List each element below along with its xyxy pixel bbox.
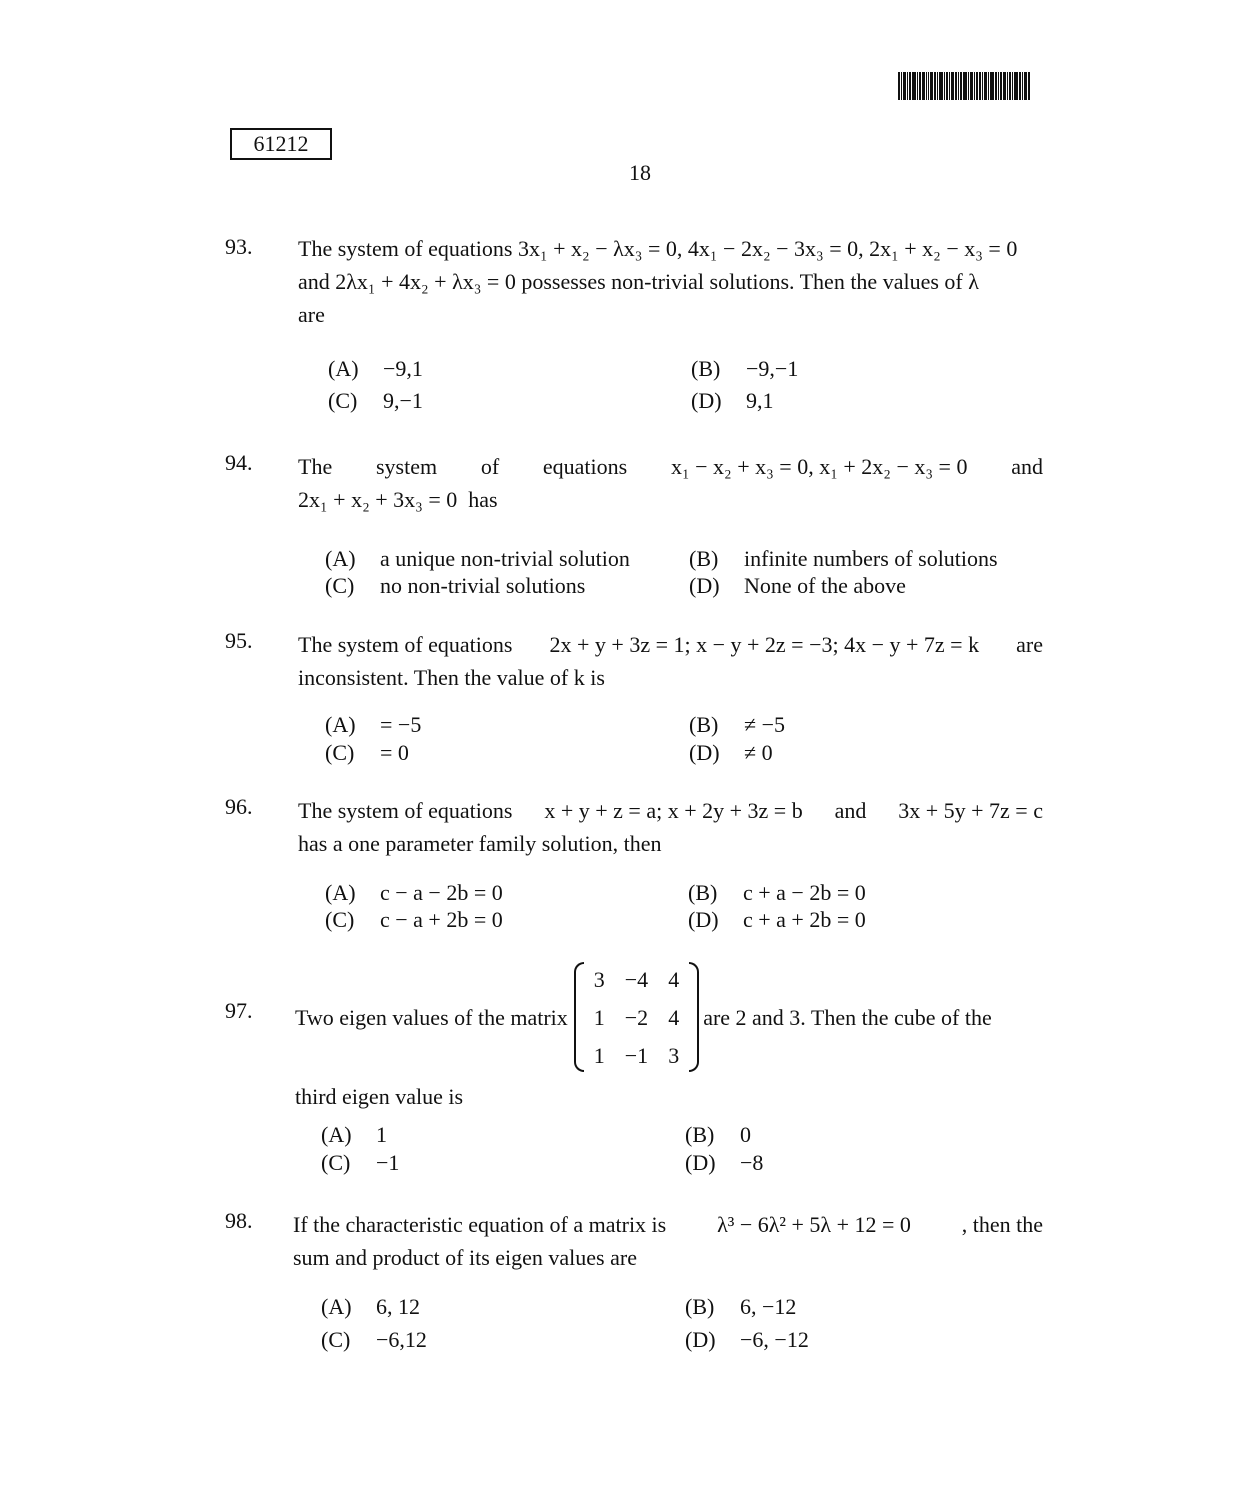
question-number: 94. (225, 450, 253, 475)
option-b (688, 880, 866, 906)
option-label: (D) (691, 388, 722, 413)
text-segment: sum and product of its eigen values are (293, 1245, 637, 1270)
option-c (328, 388, 423, 414)
option-label: (B) (688, 880, 718, 905)
option-label: (A) (328, 356, 359, 381)
text-segment: and (834, 798, 867, 823)
question-text (298, 232, 1043, 331)
question-text (298, 794, 1043, 860)
text-segment: The (298, 454, 333, 479)
option-label: (B) (689, 546, 719, 571)
question-text (298, 628, 1043, 694)
matrix-cell: 3 (593, 966, 605, 992)
question-number: 98. (225, 1208, 253, 1233)
option-b (685, 1294, 796, 1320)
option-d (689, 573, 906, 599)
equation: x₁ − x₂ + x₃ = 0, x₁ + 2x₂ − x₃ = 0 (670, 454, 968, 479)
matrix-cell: 1 (593, 1004, 605, 1030)
option-d (685, 1327, 809, 1353)
option-text: −8 (740, 1150, 764, 1175)
matrix-cell: −2 (624, 1004, 649, 1030)
option-c (325, 573, 585, 599)
question-text (293, 1208, 1043, 1274)
option-text: c + a − 2b = 0 (743, 880, 866, 905)
option-text: 6, 12 (376, 1294, 420, 1319)
matrix-cell: −4 (624, 966, 649, 992)
option-text: −9,−1 (746, 356, 799, 381)
equation: 2x₁ + x₂ + 3x₃ = 0 (298, 487, 458, 512)
option-text: infinite numbers of solutions (744, 546, 998, 571)
matrix-cell: 4 (668, 1004, 680, 1030)
option-label: (B) (685, 1122, 715, 1147)
text-segment: system (375, 454, 438, 479)
option-label: (A) (325, 880, 356, 905)
text-segment: possesses non-trivial solutions. Then the values of λ (521, 269, 979, 294)
text-segment: are 2 and 3. Then the cube of the (703, 1004, 992, 1030)
option-c (325, 740, 409, 766)
equation: 2λx₁ + 4x₂ + λx₃ = 0 (335, 269, 516, 294)
option-label: (A) (321, 1294, 352, 1319)
text-segment: equations (542, 454, 628, 479)
option-text: 9,−1 (383, 388, 423, 413)
option-text: no non-trivial solutions (380, 573, 586, 598)
option-b (689, 712, 785, 738)
option-text: c − a − 2b = 0 (380, 880, 503, 905)
equation: 3x + 5y + 7z = c (898, 798, 1043, 823)
question-number: 95. (225, 628, 253, 653)
option-b (685, 1122, 751, 1148)
option-text: = 0 (380, 740, 409, 765)
option-label: (D) (688, 907, 719, 932)
option-a (328, 356, 423, 382)
text-segment: has (468, 487, 498, 512)
question-number: 96. (225, 794, 253, 819)
option-a (321, 1122, 387, 1148)
option-text: 6, −12 (740, 1294, 797, 1319)
option-d (689, 740, 773, 766)
option-text: c + a + 2b = 0 (743, 907, 866, 932)
text-segment: The system of equations (298, 236, 513, 261)
option-label: (A) (325, 712, 356, 737)
equation: 3x₁ + x₂ − λx₃ = 0, 4x₁ − 2x₂ − 3x₃ = 0, 2x₁ + x₂ − x₃ = 0 (517, 236, 1018, 261)
option-label: (C) (325, 740, 355, 765)
option-label: (B) (689, 712, 719, 737)
paper-code-box: 61212 (230, 128, 332, 160)
text-segment: Two eigen values of the matrix (295, 1004, 568, 1030)
option-label: (C) (325, 907, 355, 932)
option-label: (A) (325, 546, 356, 571)
option-text: None of the above (744, 573, 906, 598)
option-label: (C) (328, 388, 358, 413)
equation: x + y + z = a; x + 2y + 3z = b (544, 798, 803, 823)
matrix-cell: 4 (668, 966, 680, 992)
option-text: ≠ −5 (744, 712, 785, 737)
text-segment: The system of equations (298, 798, 513, 823)
text-segment: and (298, 269, 330, 294)
page-number: 18 (629, 160, 651, 185)
option-label: (A) (321, 1122, 352, 1147)
option-a (325, 880, 503, 906)
option-text: 1 (376, 1122, 387, 1147)
option-text: a unique non-trivial solution (380, 546, 630, 571)
equation: 2x + y + 3z = 1; x − y + 2z = −3; 4x − y + 7z = k (549, 632, 980, 657)
option-text: c − a + 2b = 0 (380, 907, 503, 932)
text-segment: inconsistent. Then the value of k is (298, 665, 605, 690)
option-text: −6,12 (376, 1327, 427, 1352)
option-label: (D) (689, 573, 720, 598)
option-a (325, 546, 630, 572)
matrix-cell: 3 (668, 1042, 680, 1068)
question-number: 97. (225, 998, 253, 1023)
option-d (691, 388, 774, 414)
text-segment: has a one parameter family solution, then (298, 831, 662, 856)
option-text: −6, −12 (740, 1327, 809, 1352)
option-label: (D) (685, 1150, 716, 1175)
option-c (325, 907, 503, 933)
option-text: ≠ 0 (744, 740, 773, 765)
option-c (321, 1150, 399, 1176)
text-segment: third eigen value is (295, 1084, 464, 1109)
option-a (325, 712, 421, 738)
option-label: (D) (689, 740, 720, 765)
option-a (321, 1294, 420, 1320)
question-number: 93. (225, 234, 253, 259)
matrix-cell: −1 (624, 1042, 649, 1068)
option-text: −9,1 (383, 356, 423, 381)
option-label: (C) (321, 1327, 351, 1352)
matrix-cell: 1 (593, 1042, 605, 1068)
option-label: (B) (691, 356, 721, 381)
barcode (898, 72, 1055, 100)
option-label: (D) (685, 1327, 716, 1352)
text-segment: The system of equations (298, 632, 513, 657)
text-segment: of (480, 454, 500, 479)
option-text: 0 (740, 1122, 751, 1147)
question-text (295, 960, 1045, 1113)
option-text: −1 (376, 1150, 400, 1175)
matrix (574, 960, 699, 1074)
text-segment: , then the (961, 1212, 1043, 1237)
text-segment: and (1011, 454, 1043, 479)
text-segment: are (1016, 632, 1043, 657)
option-b (691, 356, 798, 382)
option-label: (C) (325, 573, 355, 598)
equation: λ³ − 6λ² + 5λ + 12 = 0 (717, 1212, 911, 1237)
text-segment: are (298, 302, 325, 327)
option-label: (B) (685, 1294, 715, 1319)
option-text: 9,1 (746, 388, 774, 413)
question-text (298, 450, 1043, 516)
option-d (685, 1150, 763, 1176)
option-label: (C) (321, 1150, 351, 1175)
option-d (688, 907, 866, 933)
text-segment: If the characteristic equation of a matrix is (293, 1212, 667, 1237)
option-b (689, 546, 998, 572)
option-c (321, 1327, 427, 1353)
option-text: = −5 (380, 712, 422, 737)
